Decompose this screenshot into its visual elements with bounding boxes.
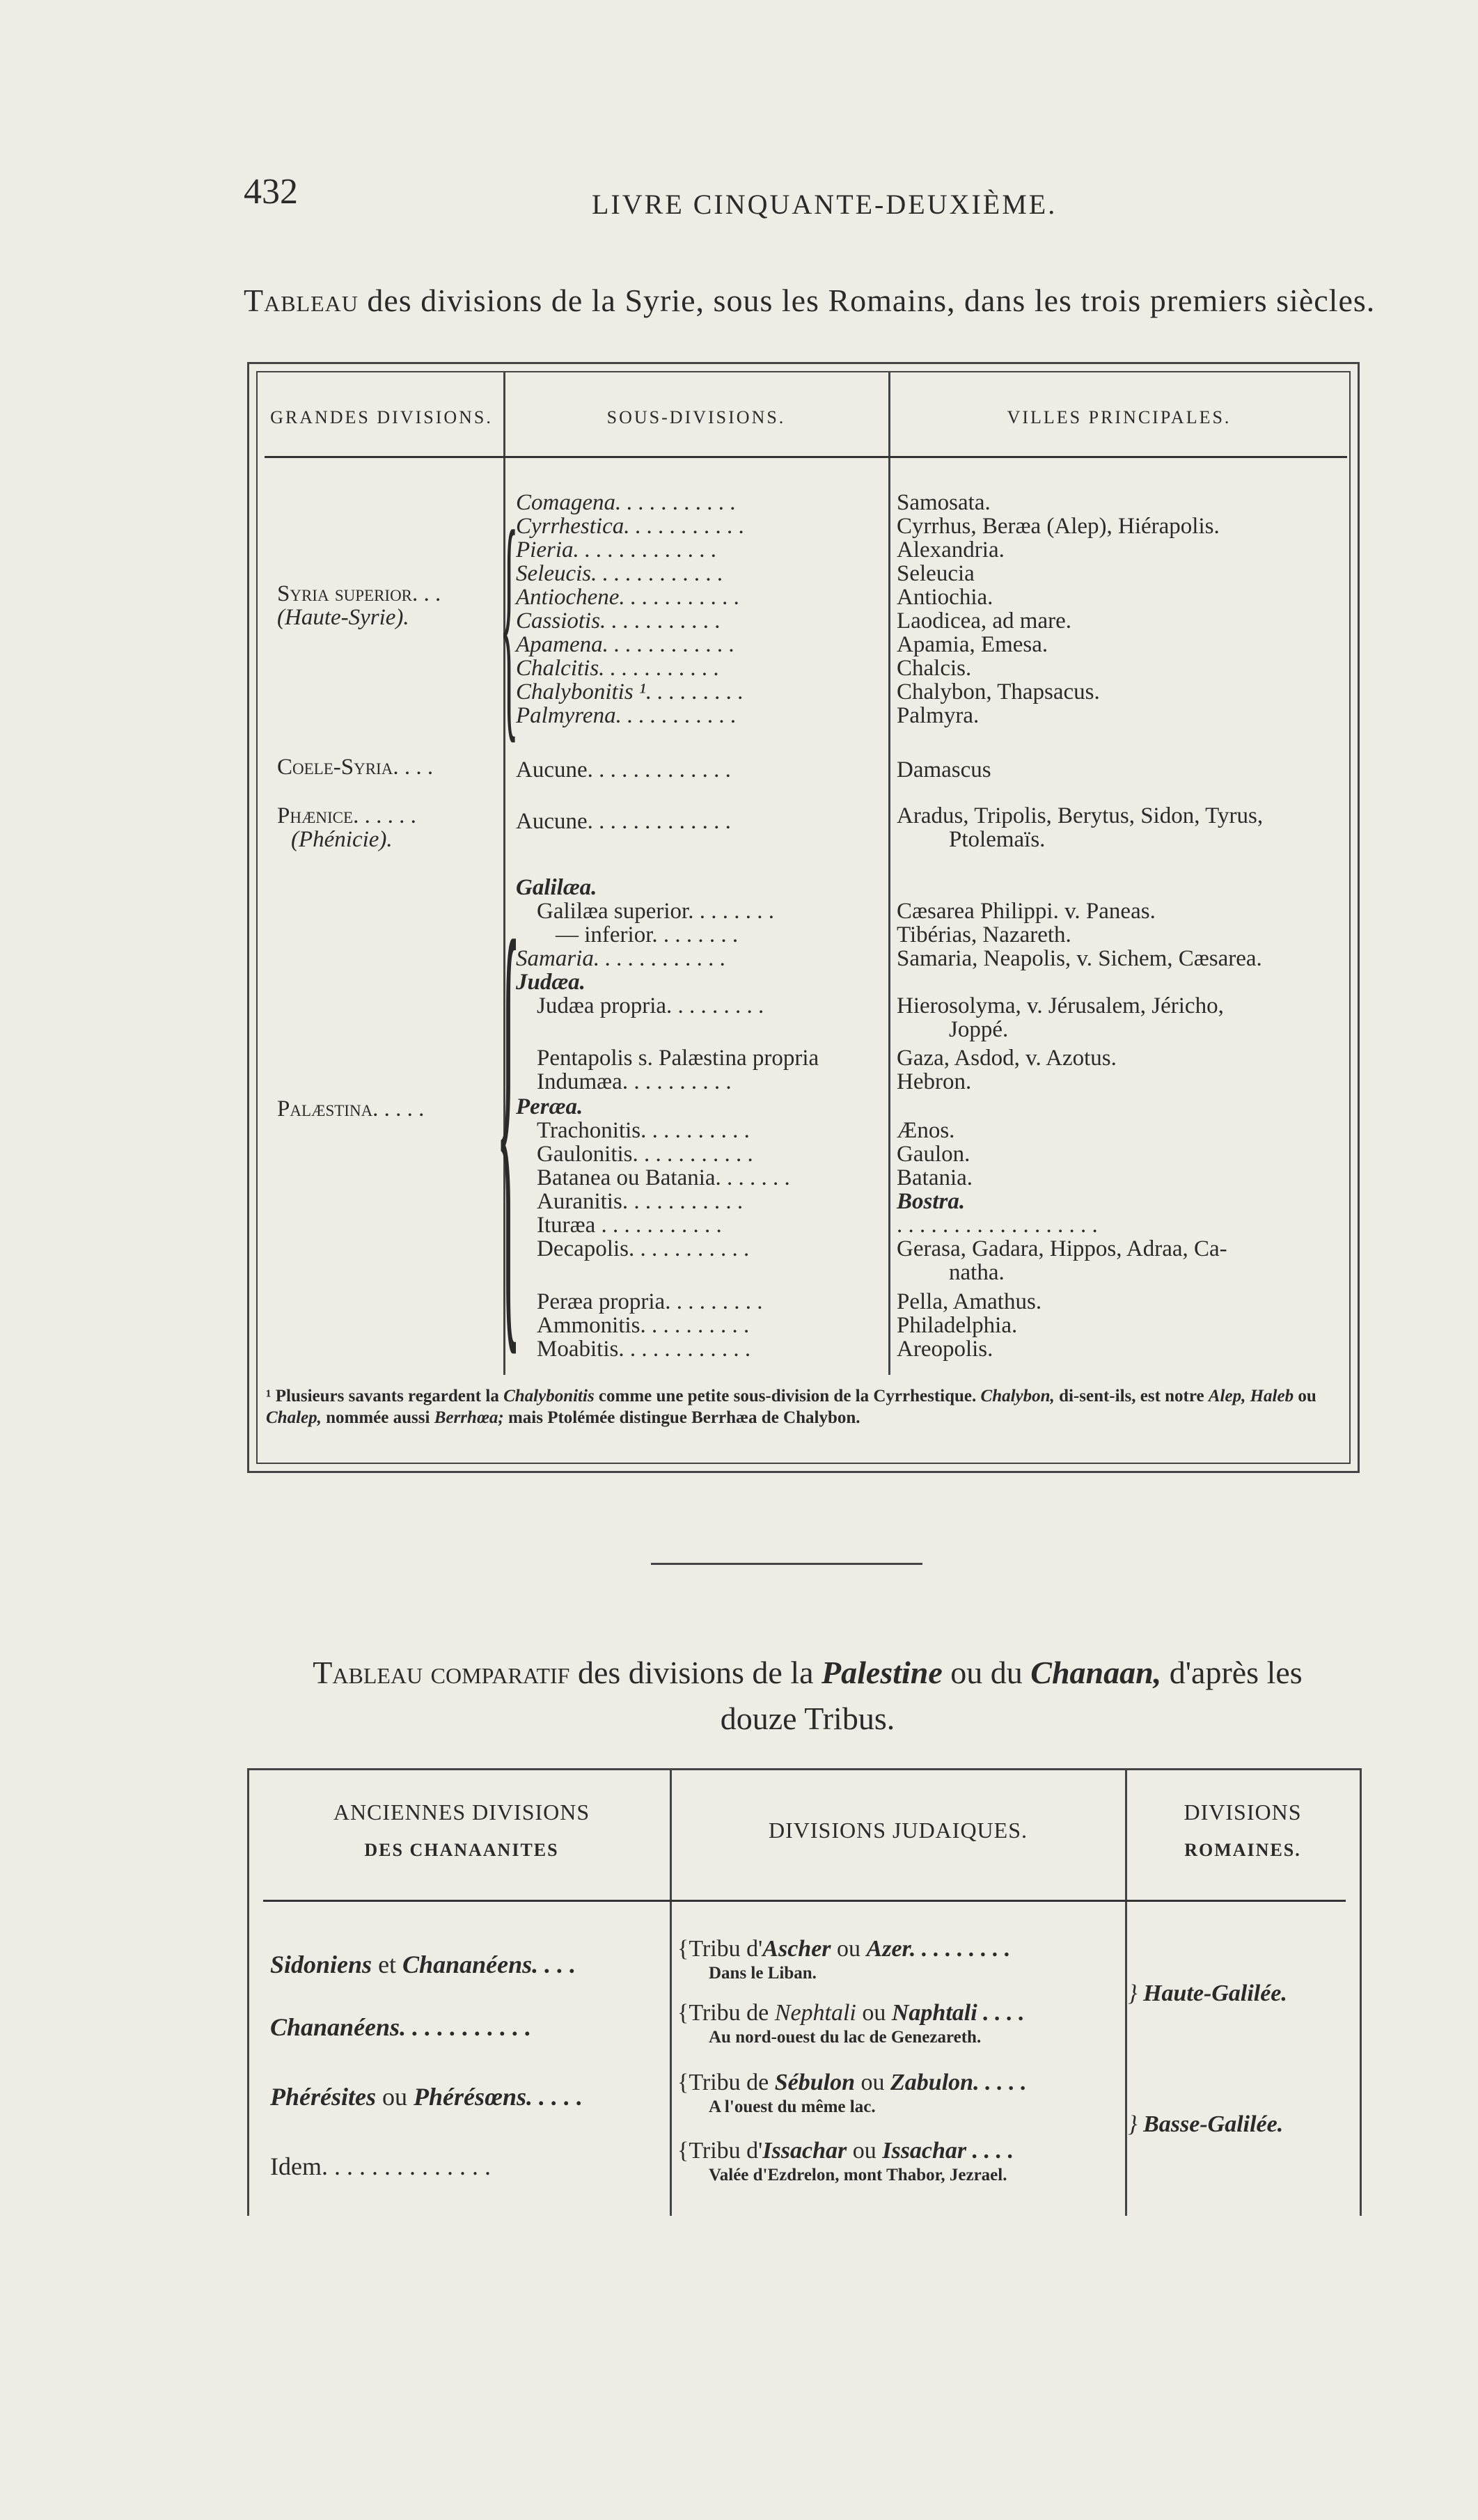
sub-comagena: Comagena. . . . . . . . . . . [516,490,737,515]
sub-samaria: Samaria. . . . . . . . . . . . [516,946,726,971]
city-idumaea: Hebron. [897,1069,972,1094]
tribu-nephtali-sub: Au nord-ouest du lac de Genezareth. [709,2028,982,2047]
basse-galilee: } Basse-Galilée. [1128,2111,1284,2137]
table1-footnote: ¹ Plusieurs savants regardent la Chalybonitis comme une petite sous-division de la Cyrrhestique. Chalybon, di-sent-ils, est notre Alep, Haleb ou Chalep, nommée aussi Berrhœa; mais Ptolémée distingue Berrhæa de Chalybon. [266,1387,1316,1427]
city-ammonitis: Philadelphia. [897,1313,1018,1338]
city-galilaea-superior: Cæsarea Philippi. v. Paneas. [897,899,1156,924]
city-trachonitis: Ænos. [897,1118,955,1143]
city-moabitis: Areopolis. [897,1337,993,1362]
city-cyrrhestica: Cyrrhus, Beræa (Alep), Hiérapolis. [897,514,1220,539]
table1 [247,362,1360,1473]
sub-seleucis: Seleucis. . . . . . . . . . . . [516,561,723,586]
col-grandes-divisions: GRANDES DIVISIONS. [270,407,493,427]
sub-ituraea: Ituræa . . . . . . . . . . . [537,1213,722,1238]
sub-moabitis: Moabitis. . . . . . . . . . . . [537,1337,751,1362]
sub-cassiotis: Cassiotis. . . . . . . . . . . [516,608,721,633]
table1-col-divider-2 [888,372,890,1375]
sub-peraea: Peræa. [516,1094,583,1119]
city-judaea-propria-1: Hierosolyma, v. Jérusalem, Jéricho, [897,993,1224,1018]
sub-batanea: Batanea ou Batania. . . . . . . [537,1165,790,1190]
table2-title: Tableau comparatif des divisions de la Palestine ou du Chanaan, d'après les douze Tribus. [313,1655,1303,1736]
city-pentapolis: Gaza, Asdod, v. Azotus. [897,1046,1117,1071]
haute-galilee: } Haute-Galilée. [1128,1980,1287,2006]
left-idem: Idem. . . . . . . . . . . . . . [270,2152,491,2180]
tribu-issachar: {Tribu d'Issachar ou Issachar . . . . [677,2138,1014,2164]
city-auranitis: Bostra. [897,1189,966,1214]
city-judaea-propria-2: Joppé. [949,1017,1009,1042]
syria-name: Syria superior. . . [277,581,441,606]
city-galilaea-inferior: Tibérias, Nazareth. [897,922,1071,947]
running-head: LIVRE CINQUANTE-DEUXIÈME. [592,189,1058,220]
tribu-sebulon-sub: A l'ouest du même lac. [709,2097,876,2116]
sub-decapolis: Decapolis. . . . . . . . . . . [537,1236,750,1261]
tribu-issachar-sub: Valée d'Ezdrelon, mont Thabor, Jezrael. [709,2166,1007,2184]
left-pheresites: Phérésites ou Phérésœns. . . . . [270,2083,583,2111]
coele-syria-name: Coele-Syria. . . . [277,755,434,780]
tribu-sebulon: {Tribu de Sébulon ou Zabulon. . . . . [677,2070,1027,2095]
table2-col-divider-2 [1125,1770,1127,2216]
city-apamena: Apamia, Emesa. [897,632,1048,657]
sub-gaulonitis: Gaulonitis. . . . . . . . . . . [537,1142,753,1167]
tribu-ascher-sub: Dans le Liban. [709,1964,817,1983]
city-decapolis-1: Gerasa, Gadara, Hippos, Adraa, Ca- [897,1236,1227,1261]
table1-title-rest: des divisions de la Syrie, sous les Romains, dans les trois premiers siècles. [358,283,1376,318]
sub-trachonitis: Trachonitis. . . . . . . . . . [537,1118,750,1143]
sub-peraea-propria: Peræa propria. . . . . . . . . [537,1289,763,1314]
city-gaulonitis: Gaulon. [897,1142,970,1167]
table2 [247,1768,1362,2216]
col-romaines: ROMAINES. [1184,1840,1301,1860]
col-anciennes-divisions: ANCIENNES DIVISIONS [333,1800,590,1825]
sub-ammonitis: Ammonitis. . . . . . . . . . [537,1313,750,1338]
tribu-nephtali: {Tribu de Nephtali ou Naphtali . . . . [677,2000,1025,2026]
palestina-brace: { [496,840,521,1395]
sub-chalcitis: Chalcitis. . . . . . . . . . . [516,656,720,681]
section-divider [651,1563,922,1565]
table1-header-rule [265,456,1347,458]
left-chananeens: Chananéens. . . . . . . . . . . [270,2013,532,2041]
page-number: 432 [244,172,298,212]
sub-phoenice: Aucune. . . . . . . . . . . . . [516,809,731,834]
sub-idumaea: Indumæa. . . . . . . . . . [537,1069,732,1094]
city-batanea: Batania. [897,1165,973,1190]
city-comagena: Samosata. [897,490,991,515]
sub-judaea: Judæa. [516,970,585,995]
col-sous-divisions: SOUS-DIVISIONS. [606,407,786,427]
sub-galilaea-superior: Galilæa superior. . . . . . . . [537,899,774,924]
sub-chalybonitis: Chalybonitis ¹. . . . . . . . . [516,679,744,704]
city-decapolis-2: natha. [949,1260,1005,1285]
col-divisions-romaines: DIVISIONS [1184,1800,1302,1825]
phoenice-alt: (Phénicie). [291,827,393,852]
sub-judaea-propria: Judæa propria. . . . . . . . . [537,993,764,1018]
city-cassiotis: Laodicea, ad mare. [897,608,1072,633]
city-phoenice-2: Ptolemaïs. [949,827,1046,852]
city-phoenice-1: Aradus, Tripolis, Berytus, Sidon, Tyrus, [897,803,1264,828]
city-antiochene: Antiochia. [897,585,993,610]
sub-cyrrhestica: Cyrrhestica. . . . . . . . . . . [516,514,745,539]
syria-brace: { [500,479,519,764]
syria-alt: (Haute-Syrie). [277,605,409,630]
col-villes-principales: VILLES PRINCIPALES. [1007,407,1232,427]
table1-title [244,282,1375,319]
city-palmyrena: Palmyra. [897,703,980,728]
city-ituraea: . . . . . . . . . . . . . . . . . . [897,1213,1098,1238]
col-divisions-judaiques: DIVISIONS JUDAIQUES. [769,1818,1028,1843]
city-coele: Damascus [897,757,991,782]
col-chanaanites: DES CHANAANITES [364,1840,559,1860]
tribu-ascher: {Tribu d'Ascher ou Azer. . . . . . . . . [677,1936,1011,1962]
sub-galilaea: Galilæa. [516,875,597,900]
sub-galilaea-inferior: — inferior. . . . . . . . [556,922,739,947]
table2-header-rule [263,1900,1346,1902]
table1-title-lead: Tableau [244,283,359,318]
city-peraea-propria: Pella, Amathus. [897,1289,1042,1314]
phoenice-name: Phænice. . . . . . [277,803,416,828]
palestina-name: Palæstina. . . . . [277,1096,425,1121]
sub-antiochene: Antiochene. . . . . . . . . . . [516,585,740,610]
city-seleucis: Seleucia [897,561,975,586]
sub-palmyrena: Palmyrena. . . . . . . . . . . [516,703,737,728]
city-samaria: Samaria, Neapolis, v. Sichem, Cæsarea. [897,946,1262,971]
sub-pentapolis: Pentapolis s. Palæstina propria [537,1046,819,1071]
city-pieria: Alexandria. [897,537,1005,562]
city-chalybonitis: Chalybon, Thapsacus. [897,679,1100,704]
left-sidoniens: Sidoniens et Chananéens. . . . [270,1951,576,1978]
sub-auranitis: Auranitis. . . . . . . . . . . [537,1189,744,1214]
city-chalcitis: Chalcis. [897,656,972,681]
sub-coele: Aucune. . . . . . . . . . . . . [516,757,731,782]
sub-apamena: Apamena. . . . . . . . . . . . [516,632,735,657]
sub-pieria: Pieria. . . . . . . . . . . . . [516,537,717,562]
